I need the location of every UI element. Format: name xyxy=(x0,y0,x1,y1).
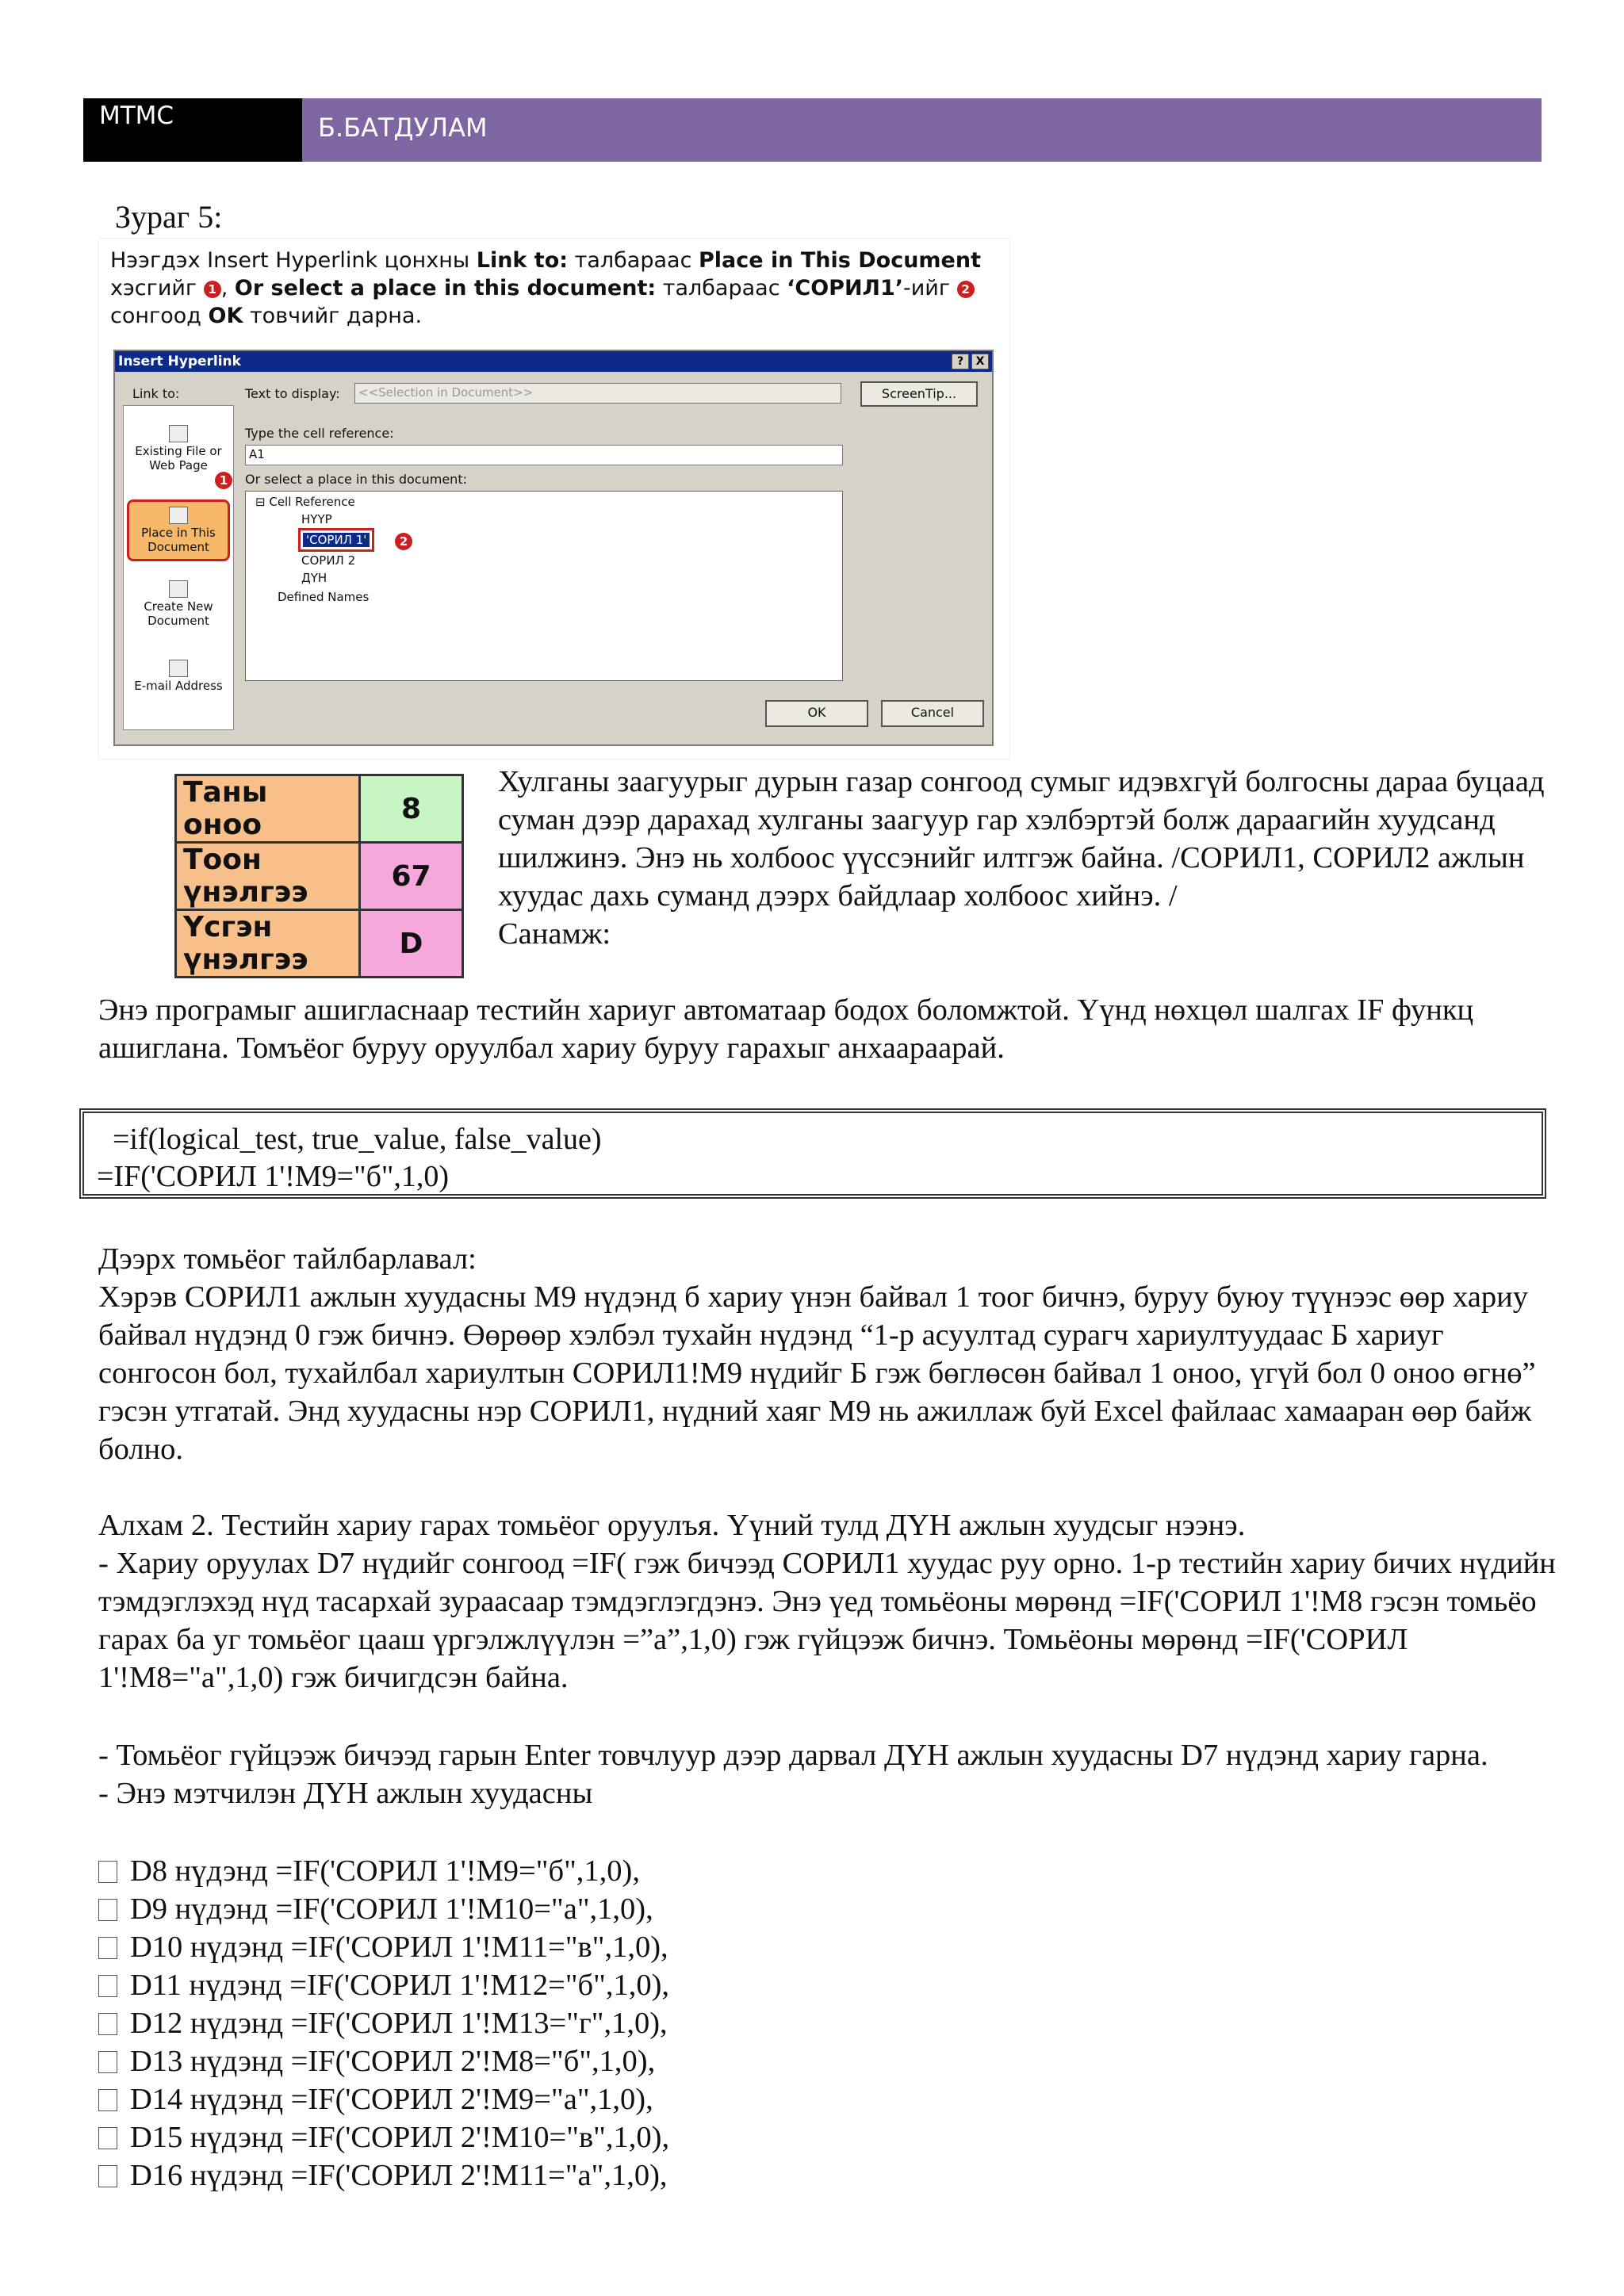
list-item xyxy=(98,1966,669,2004)
instr-text-part: сонгоод xyxy=(110,304,209,328)
table-row xyxy=(176,775,463,843)
list-item-text: D11 нүдэнд =IF('СОРИЛ 1'!M12="б",1,0), xyxy=(130,1969,670,2002)
formula-syntax: =if(logical_test, true_value, false_value) xyxy=(113,1123,602,1156)
email-icon xyxy=(169,660,188,677)
link-to-label: Link to: xyxy=(132,386,180,401)
link-to-item-label: Create New Document xyxy=(144,599,213,628)
link-to-create-new[interactable] xyxy=(127,580,230,628)
tree-root-label: Cell Reference xyxy=(269,495,355,509)
list-item-text: D12 нүдэнд =IF('СОРИЛ 1'!M13="г",1,0), xyxy=(130,2007,668,2040)
dialog-title: Insert Hyperlink xyxy=(115,351,992,372)
cell-ref-label: Type the cell reference: xyxy=(245,426,394,441)
instr-bold: Or select a place in this document: xyxy=(234,276,657,300)
table-row xyxy=(176,910,463,978)
link-to-item-label: Place in This Document xyxy=(141,526,216,554)
instr-text-part: талбараас xyxy=(568,248,699,273)
bullet-glyph-icon xyxy=(98,1975,117,1997)
table-row xyxy=(176,843,463,910)
instr-text-part: Нээгдэх Insert Hyperlink цонхны xyxy=(110,248,477,273)
tree-item-dun[interactable]: ДҮН xyxy=(301,571,327,585)
bullet-glyph-icon xyxy=(98,1899,117,1921)
bullet-glyph-icon xyxy=(98,1937,117,1959)
list-item xyxy=(98,2118,669,2156)
list-item-text: D9 нүдэнд =IF('СОРИЛ 1'!M10="а",1,0), xyxy=(130,1892,653,1926)
step-2-result xyxy=(98,1736,1565,1812)
list-item-text: D14 нүдэнд =IF('СОРИЛ 2'!M9="а",1,0), xyxy=(130,2083,653,2116)
paragraph-title: Дээрх томьёог тайлбарлавал: xyxy=(98,1242,477,1276)
link-to-panel xyxy=(123,405,234,730)
close-button[interactable]: X xyxy=(971,354,989,369)
link-to-item-label: E-mail Address xyxy=(134,679,223,693)
instruction-text xyxy=(110,247,1000,330)
paragraph: - Томьёог гүйцээж бичээд гарын Enter товчлуур дээр дарвал ДҮН ажлын хуудасны D7 нүдэнд хариу гарна. xyxy=(98,1739,1488,1772)
cancel-button[interactable]: Cancel xyxy=(881,700,984,727)
bullet-glyph-icon xyxy=(98,2089,117,2111)
bullet-glyph-icon xyxy=(98,1861,117,1883)
list-item xyxy=(98,1852,640,1890)
formula-example: =IF('СОРИЛ 1'!M9="б",1,0) xyxy=(97,1160,450,1193)
list-item xyxy=(98,1890,653,1928)
step-badge-2: 2 xyxy=(957,281,975,298)
text-to-display-input[interactable]: <<Selection in Document>> xyxy=(354,383,841,404)
list-item-text: D8 нүдэнд =IF('СОРИЛ 1'!M9="б",1,0), xyxy=(130,1854,640,1888)
list-item xyxy=(98,2004,668,2042)
paragraph: Хулганы заагуурыг дурын газар сонгоод сумыг идэвхгүй болгосны дараа буцаад суман дээр дарахад хулганы заагуур гар хэлбэртэй болж дараагийн хуудсанд шилжинэ. Энэ нь холбоос үүссэнийг илтгэж байна. /СОРИЛ1, СОРИЛ2 ажлын хуудас дахь суманд дээрх байдлаар холбоос хийнэ. / xyxy=(498,765,1545,913)
list-item xyxy=(98,2042,655,2080)
tree-root-cell-reference[interactable]: ⊟ Cell Reference xyxy=(255,495,355,509)
paragraph: - Энэ мэтчилэн ДҮН ажлын хуудасны xyxy=(98,1777,593,1810)
ok-button[interactable]: OK xyxy=(765,700,868,727)
step-badge-1: 1 xyxy=(215,472,232,489)
hyperlink-explanation xyxy=(498,763,1553,953)
bullet-glyph-icon xyxy=(98,2127,117,2149)
header-left-label: MTMC xyxy=(99,101,174,130)
globe-file-icon xyxy=(169,425,188,442)
explanation-block xyxy=(98,1240,1565,1468)
instr-text-part: -ийг xyxy=(903,276,957,300)
score-value: 67 xyxy=(360,843,463,910)
list-item-text: D10 нүдэнд =IF('СОРИЛ 1'!M11="в",1,0), xyxy=(130,1931,668,1964)
step-badge-2: 2 xyxy=(395,533,412,550)
list-item xyxy=(98,1928,668,1966)
list-item-text: D13 нүдэнд =IF('СОРИЛ 2'!M8="б",1,0), xyxy=(130,2045,656,2078)
formula-box xyxy=(79,1108,1546,1199)
insert-hyperlink-dialog xyxy=(113,350,994,746)
instr-bold: Place in This Document xyxy=(699,248,981,273)
instr-text-part: , xyxy=(220,276,235,300)
link-to-item-label: Existing File or Web Page xyxy=(135,444,222,473)
instr-bold: OK xyxy=(208,304,243,328)
score-value: D xyxy=(360,910,463,978)
select-place-label: Or select a place in this document: xyxy=(245,472,467,487)
document-place-icon xyxy=(169,507,188,524)
score-table-figure xyxy=(162,774,471,976)
help-button[interactable]: ? xyxy=(952,354,969,369)
text-to-display-label: Text to display: xyxy=(245,386,340,401)
bullet-glyph-icon xyxy=(98,2051,117,2073)
tree-defined-names[interactable]: Defined Names xyxy=(278,590,370,604)
paragraph: Хэрэв СОРИЛ1 ажлын хуудасны M9 нүдэнд б хариу үнэн байвал 1 тоог бичнэ, буруу буюу түүнээс өөр хариу байвал нүдэнд 0 гэж бичнэ. Өөрөөр хэлбэл тухайн нүдэнд “1-р асуултад сурагч хариултуудаас Б хариуг сонгосон бол, тухайлбал хариултын СОРИЛ1!M9 нүдийг Б гэж бөглөсөн байвал 1 оноо, үгүй бол 0 оноо өгнө” гэсэн утгатай. Энд хуудасны нэр СОРИЛ1, нүдний хаяг M9 нь ажиллаж буй Excel файлаас хамааран өөр байж болно. xyxy=(98,1280,1536,1466)
instruction-figure xyxy=(98,238,1010,760)
tree-item-selected-label: 'СОРИЛ 1' xyxy=(303,533,370,547)
step-badge-1: 1 xyxy=(204,281,221,298)
paragraph: - Хариу оруулах D7 нүдийг сонгоод =IF( гэж бичээд СОРИЛ1 хуудас руу орно. 1-р тестийн хариу бичих нүдийн тэмдэглэхэд нүд тасархай зураасаар тэмдэглэгдэнэ. Энэ үед томьёоны мөрөнд =IF('СОРИЛ 1'!M8 гэсэн томьёо гарах ба уг томьёог цааш үргэлжлүүлэн =”а”,1,0) гэж гүйцээж бичнэ. Томьёоны мөрөнд =IF('СОРИЛ 1'!M8="а",1,0) гэж бичигдсэн байна. xyxy=(98,1547,1556,1694)
new-document-icon xyxy=(169,580,188,598)
list-item-text: D15 нүдэнд =IF('СОРИЛ 2'!M10="в",1,0), xyxy=(130,2121,670,2154)
paragraph: Энэ програмыг ашигласнаар тестийн хариуг автоматаар бодох боломжтой. Үүнд нөхцөл шалгах IF функц ашиглана. Томъёог буруу оруулбал хариу буруу гарахыг анхаараарай. xyxy=(98,993,1474,1065)
score-label: Таны оноо xyxy=(176,775,360,843)
note-heading: Санамж: xyxy=(498,917,611,951)
instr-text-part: товчийг дарна. xyxy=(243,304,423,328)
list-item xyxy=(98,2156,668,2195)
score-label: Тоон үнэлгээ xyxy=(176,843,360,910)
bullet-glyph-icon xyxy=(98,2165,117,2187)
link-to-email[interactable] xyxy=(127,660,230,693)
header-right-block xyxy=(302,98,1542,162)
bullet-glyph-icon xyxy=(98,2013,117,2035)
instr-text-part: талбараас xyxy=(656,276,787,300)
step-2-block xyxy=(98,1506,1565,1697)
instr-text-part: хэсгийг xyxy=(110,276,204,300)
score-value: 8 xyxy=(360,775,463,843)
screentip-button[interactable]: ScreenTip... xyxy=(860,381,978,407)
link-to-place-in-document[interactable] xyxy=(127,499,230,561)
score-table xyxy=(174,774,464,978)
instr-bold: Link to: xyxy=(476,248,569,273)
instr-bold: ‘СОРИЛ1’ xyxy=(787,276,904,300)
tree-item-nuur[interactable]: НҮҮР xyxy=(301,512,332,526)
figure-caption: Зураг 5: xyxy=(115,199,223,235)
paragraph: Алхам 2. Тестийн хариу гарах томьёог оруулъя. Үүний тулд ДҮН ажлын хуудсыг нээнэ. xyxy=(98,1509,1246,1542)
tree-item-soril2[interactable]: СОРИЛ 2 xyxy=(301,553,356,568)
list-item xyxy=(98,2080,653,2118)
tree-item-soril1[interactable] xyxy=(303,533,370,547)
score-label: Үсгэн үнэлгээ xyxy=(176,910,360,978)
header-left-block xyxy=(83,98,302,162)
header-author: Б.БАТДУЛАМ xyxy=(318,113,488,143)
cell-ref-input[interactable]: A1 xyxy=(245,445,843,465)
list-item-text: D16 нүдэнд =IF('СОРИЛ 2'!M11="а",1,0), xyxy=(130,2159,668,2192)
link-to-existing-file[interactable] xyxy=(127,425,230,473)
place-tree xyxy=(245,491,843,681)
